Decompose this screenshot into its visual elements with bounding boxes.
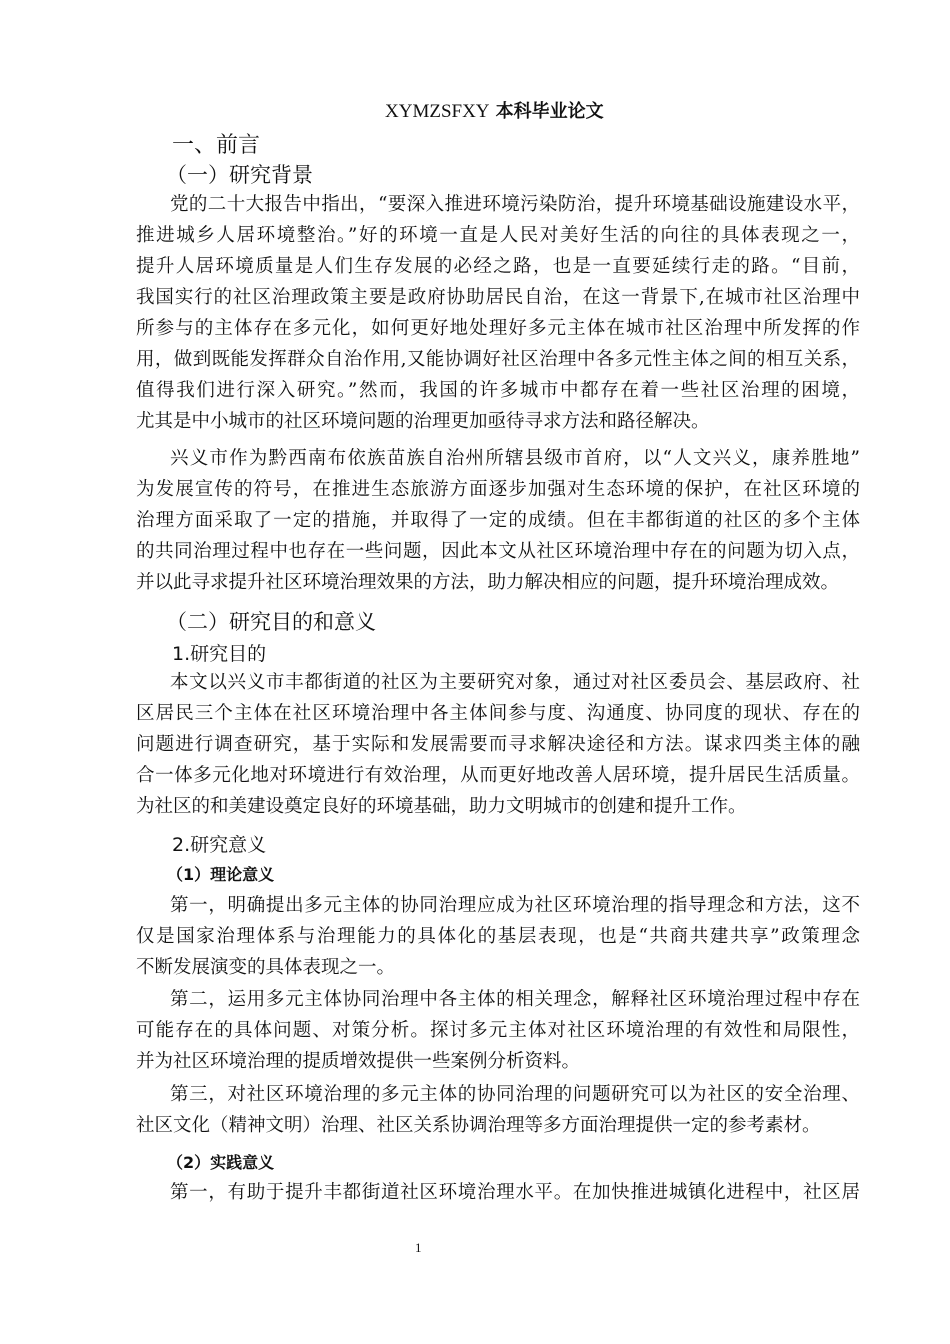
paragraph-line: 本文以兴义市丰都街道的社区为主要研究对象，通过对社区委员会、基层政府、社: [170, 672, 860, 693]
paragraph-line: 可能存在的具体问题、对策分析。探讨多元主体对社区环境治理的有效性和局限性，: [136, 1020, 860, 1041]
heading-background: （一）研究背景: [166, 163, 313, 187]
paragraph-line: 所参与的主体存在多元化，如何更好地处理好多元主体在城市社区治理中所发挥的作: [136, 318, 860, 339]
paragraph-line: 合一体多元化地对环境进行有效治理，从而更好地改善人居环境，提升居民生活质量。: [136, 765, 860, 786]
header-school-code: XYMZSFXY: [385, 101, 490, 122]
paragraph-line: 区居民三个主体在社区环境治理中各主体间参与度、沟通度、协同度的现状、存在的: [136, 703, 860, 724]
paragraph-line: 为社区的和美建设奠定良好的环境基础，助力文明城市的创建和提升工作。: [136, 796, 747, 817]
paragraph-line: 兴义市作为黔西南布依族苗族自治州所辖县级市首府，以“人文兴义，康养胜地”: [170, 448, 860, 469]
paragraph-line: 第二，运用多元主体协同治理中各主体的相关理念，解释社区环境治理过程中存在: [170, 989, 860, 1010]
paragraph-line: 治理方面采取了一定的措施，并取得了一定的成绩。但在丰都街道的社区的多个主体: [136, 510, 860, 531]
paragraph-line: 并以此寻求提升社区环境治理效果的方法，助力解决相应的问题，提升环境治理成效。: [136, 572, 840, 593]
paragraph-line: 社区文化（精神文明）治理、社区关系协调治理等多方面治理提供一定的参考素材。: [136, 1115, 821, 1136]
paragraph-line: 第一，有助于提升丰都街道社区环境治理水平。在加快推进城镇化进程中，社区居: [170, 1182, 860, 1203]
paragraph-line: 仅是国家治理体系与治理能力的具体化的基层表现，也是“共商共建共享”政策理念: [136, 926, 860, 947]
paragraph-line: 党的二十大报告中指出，“要深入推进环境污染防治，提升环境基础设施建设水平，: [170, 194, 860, 215]
paragraph-line: 提升人居环境质量是人们生存发展的必经之路，也是一直要延续行走的路。“目前，: [136, 256, 860, 277]
header-title: 本科毕业论文: [495, 101, 604, 122]
paragraph-line: 尤其是中小城市的社区环境问题的治理更加亟待寻求方法和路径解决。: [136, 411, 710, 432]
paragraph-line: 值得我们进行深入研究。”然而，我国的许多城市中都存在着一些社区治理的困境，: [136, 380, 860, 401]
page-number: 1: [415, 1240, 422, 1255]
heading-theory: （1）理论意义: [167, 865, 275, 884]
paragraph-line: 第三，对社区环境治理的多元主体的协同治理的问题研究可以为社区的安全治理、: [170, 1084, 860, 1105]
paragraph-line: 为发展宣传的符号，在推进生态旅游方面逐步加强对生态环境的保护，在社区环境的: [136, 479, 860, 500]
paragraph-line: 用，做到既能发挥群众自治作用,又能协调好社区治理中各多元性主体之间的相互关系，: [136, 349, 860, 370]
paragraph-line: 并为社区环境治理的提质增效提供一些案例分析资料。: [136, 1051, 581, 1072]
paragraph-line: 的共同治理过程中也存在一些问题，因此本文从社区环境治理中存在的问题为切入点，: [136, 541, 860, 562]
heading-purpose-significance: （二）研究目的和意义: [166, 610, 376, 634]
paragraph-line: 推进城乡人居环境整治。”好的环境一直是人民对美好生活的向往的具体表现之一，: [136, 225, 860, 246]
page-header: [385, 97, 604, 123]
paragraph-line: 我国实行的社区治理政策主要是政府协助居民自治，在这一背景下,在城市社区治理中: [136, 287, 860, 308]
paragraph-line: 第一，明确提出多元主体的协同治理应成为社区环境治理的指导理念和方法，这不: [170, 895, 860, 916]
paragraph-line: 问题进行调查研究，基于实际和发展需要而寻求解决途径和方法。谋求四类主体的融: [136, 734, 860, 755]
heading-practice: （2）实践意义: [167, 1153, 275, 1172]
heading-significance: 2.研究意义: [172, 834, 267, 856]
paragraph-line: 不断发展演变的具体表现之一。: [136, 957, 396, 978]
heading-intro: 一、前言: [172, 133, 261, 158]
heading-purpose: 1.研究目的: [172, 643, 267, 665]
